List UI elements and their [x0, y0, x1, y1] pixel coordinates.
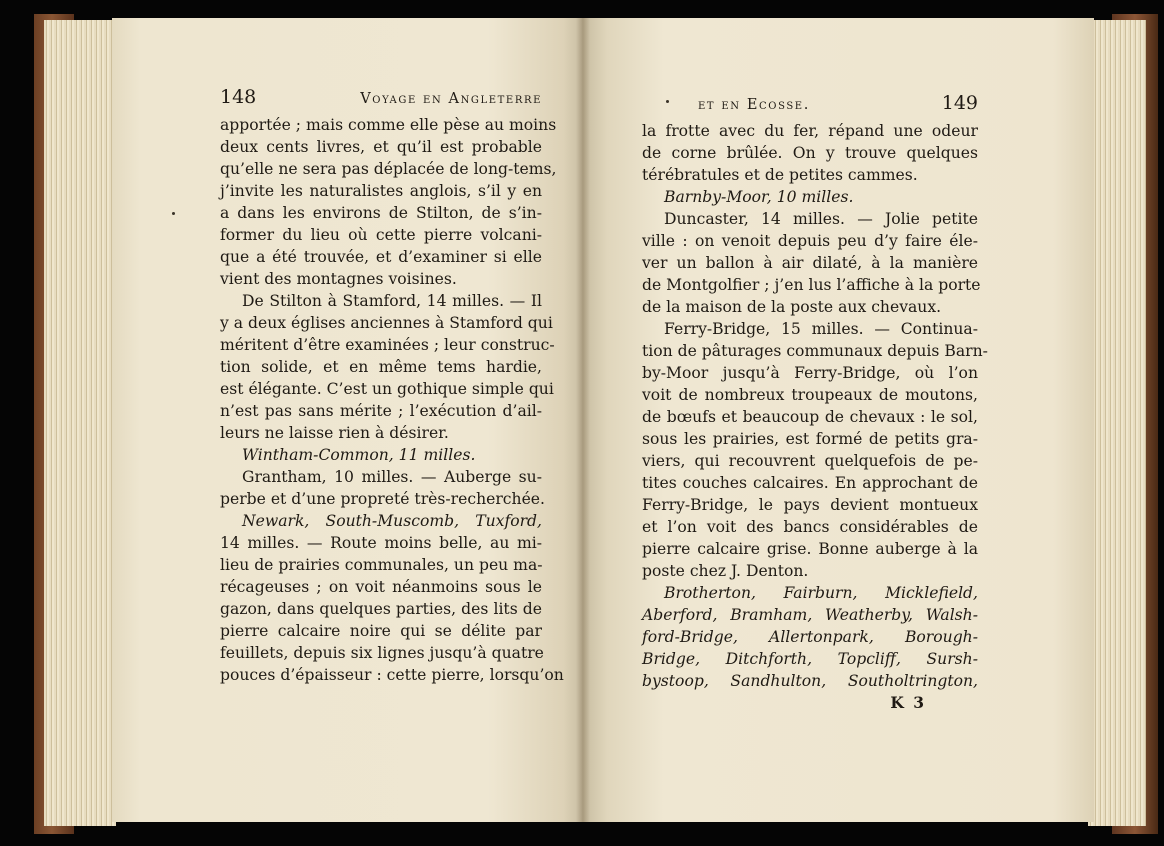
right-running-head [642, 92, 978, 116]
left-page-edges [44, 20, 116, 826]
text-line: y a deux églises anciennes à Stamford qui [220, 314, 553, 332]
text-line: la frotte avec du fer, répand une odeur [642, 122, 978, 140]
text-line: pierre calcaire noire qui se délite par [220, 622, 542, 640]
left-running-title: Voyage en Angleterre [360, 91, 542, 107]
text-line: gazon, dans quelques parties, des lits de [220, 600, 542, 618]
text-line: bystoop, Sandhulton, Southoltrington, [642, 672, 978, 690]
text-line: tion solide, et en même tems hardie, [220, 358, 542, 376]
text-line: vient des montagnes voisines. [220, 270, 457, 288]
text-line: deux cents livres, et qu’il est probable [220, 138, 542, 156]
text-line: feuillets, depuis six lignes jusqu’à quatre [220, 644, 544, 662]
text-line: by-Moor jusqu’à Ferry-Bridge, où l’on [642, 364, 978, 382]
text-line: et l’on voit des bancs considérables de [642, 518, 978, 536]
text-line: pouces d’épaisseur : cette pierre, lorsqu’on [220, 666, 564, 684]
text-line: lieu de prairies communales, un peu ma- [220, 556, 543, 574]
text-line: est élégante. C’est un gothique simple qui [220, 380, 554, 398]
text-line: a dans les environs de Stilton, de s’in- [220, 204, 542, 222]
text-line: poste chez J. Denton. [642, 562, 809, 580]
text-line: voit de nombreux troupeaux de moutons, [642, 386, 978, 404]
ink-spot [172, 212, 175, 215]
text-line: tites couches calcaires. En approchant de [642, 474, 978, 492]
text-line: tion de pâturages communaux depuis Barn- [642, 342, 988, 360]
right-page-text [642, 92, 988, 714]
text-line: former du lieu où cette pierre volcani- [220, 226, 542, 244]
right-page-number: 149 [941, 92, 978, 114]
text-line: de corne brûlée. On y trouve quelques [642, 144, 978, 162]
text-line: Brotherton, Fairburn, Micklefield, [664, 584, 978, 602]
text-line: de Montgolfier ; j’en lus l’affiche à la porte [642, 276, 981, 294]
text-line: De Stilton à Stamford, 14 milles. — Il [242, 292, 542, 310]
text-line: qu’elle ne sera pas déplacée de long-tems, [220, 160, 557, 178]
text-line: Newark, South-Muscomb, Tuxford, [242, 512, 542, 530]
text-line: que a été trouvée, et d’examiner si elle [220, 248, 542, 266]
text-line: 14 milles. — Route moins belle, au mi- [220, 534, 542, 552]
text-line: pierre calcaire grise. Bonne auberge à la [642, 540, 978, 558]
text-line: j’invite les naturalistes anglois, s’il y en [220, 182, 542, 200]
text-line: ver un ballon à air dilaté, à la manière [642, 254, 978, 272]
text-line: récageuses ; on voit néanmoins sous le [220, 578, 542, 596]
text-line: ford-Bridge, Allertonpark, Borough- [642, 628, 978, 646]
text-line: méritent d’être examinées ; leur construc- [220, 336, 555, 354]
text-line: n’est pas sans mérite ; l’exécution d’ail- [220, 402, 542, 420]
text-line: Ferry-Bridge, le pays devient montueux [642, 496, 978, 514]
text-line: viers, qui recouvrent quelquefois de pe- [642, 452, 978, 470]
text-line: Aberford, Bramham, Weatherby, Walsh- [642, 606, 978, 624]
left-page-number: 148 [220, 86, 257, 108]
text-line: Barnby-Moor, 10 milles. [664, 188, 854, 206]
text-line: apportée ; mais comme elle pèse au moins [220, 116, 557, 134]
text-line: Duncaster, 14 milles. — Jolie petite [664, 210, 978, 228]
left-page-text [220, 86, 564, 686]
text-line: Wintham-Common, 11 milles. [242, 446, 476, 464]
text-line: de la maison de la poste aux chevaux. [642, 298, 942, 316]
signature-mark: K 3 [890, 693, 926, 712]
text-line: térébratules et de petites cammes. [642, 166, 918, 184]
text-line: Grantham, 10 milles. — Auberge su- [242, 468, 542, 486]
ink-spot [666, 100, 669, 103]
text-line: Ferry-Bridge, 15 milles. — Continua- [664, 320, 978, 338]
text-line: ville : on venoit depuis peu d’y faire éle- [642, 232, 978, 250]
right-running-title: et en Ecosse. [698, 97, 810, 113]
text-line: Bridge, Ditchforth, Topcliff, Sursh- [642, 650, 978, 668]
text-line: perbe et d’une propreté très-recherchée. [220, 490, 545, 508]
text-line: sous les prairies, est formé de petits gra- [642, 430, 978, 448]
right-page-edges [1088, 20, 1146, 826]
gutter-shadow [576, 18, 590, 822]
text-line: leurs ne laisse rien à désirer. [220, 424, 449, 442]
text-line: de bœufs et beaucoup de chevaux : le sol, [642, 408, 978, 426]
left-running-head [220, 86, 542, 110]
